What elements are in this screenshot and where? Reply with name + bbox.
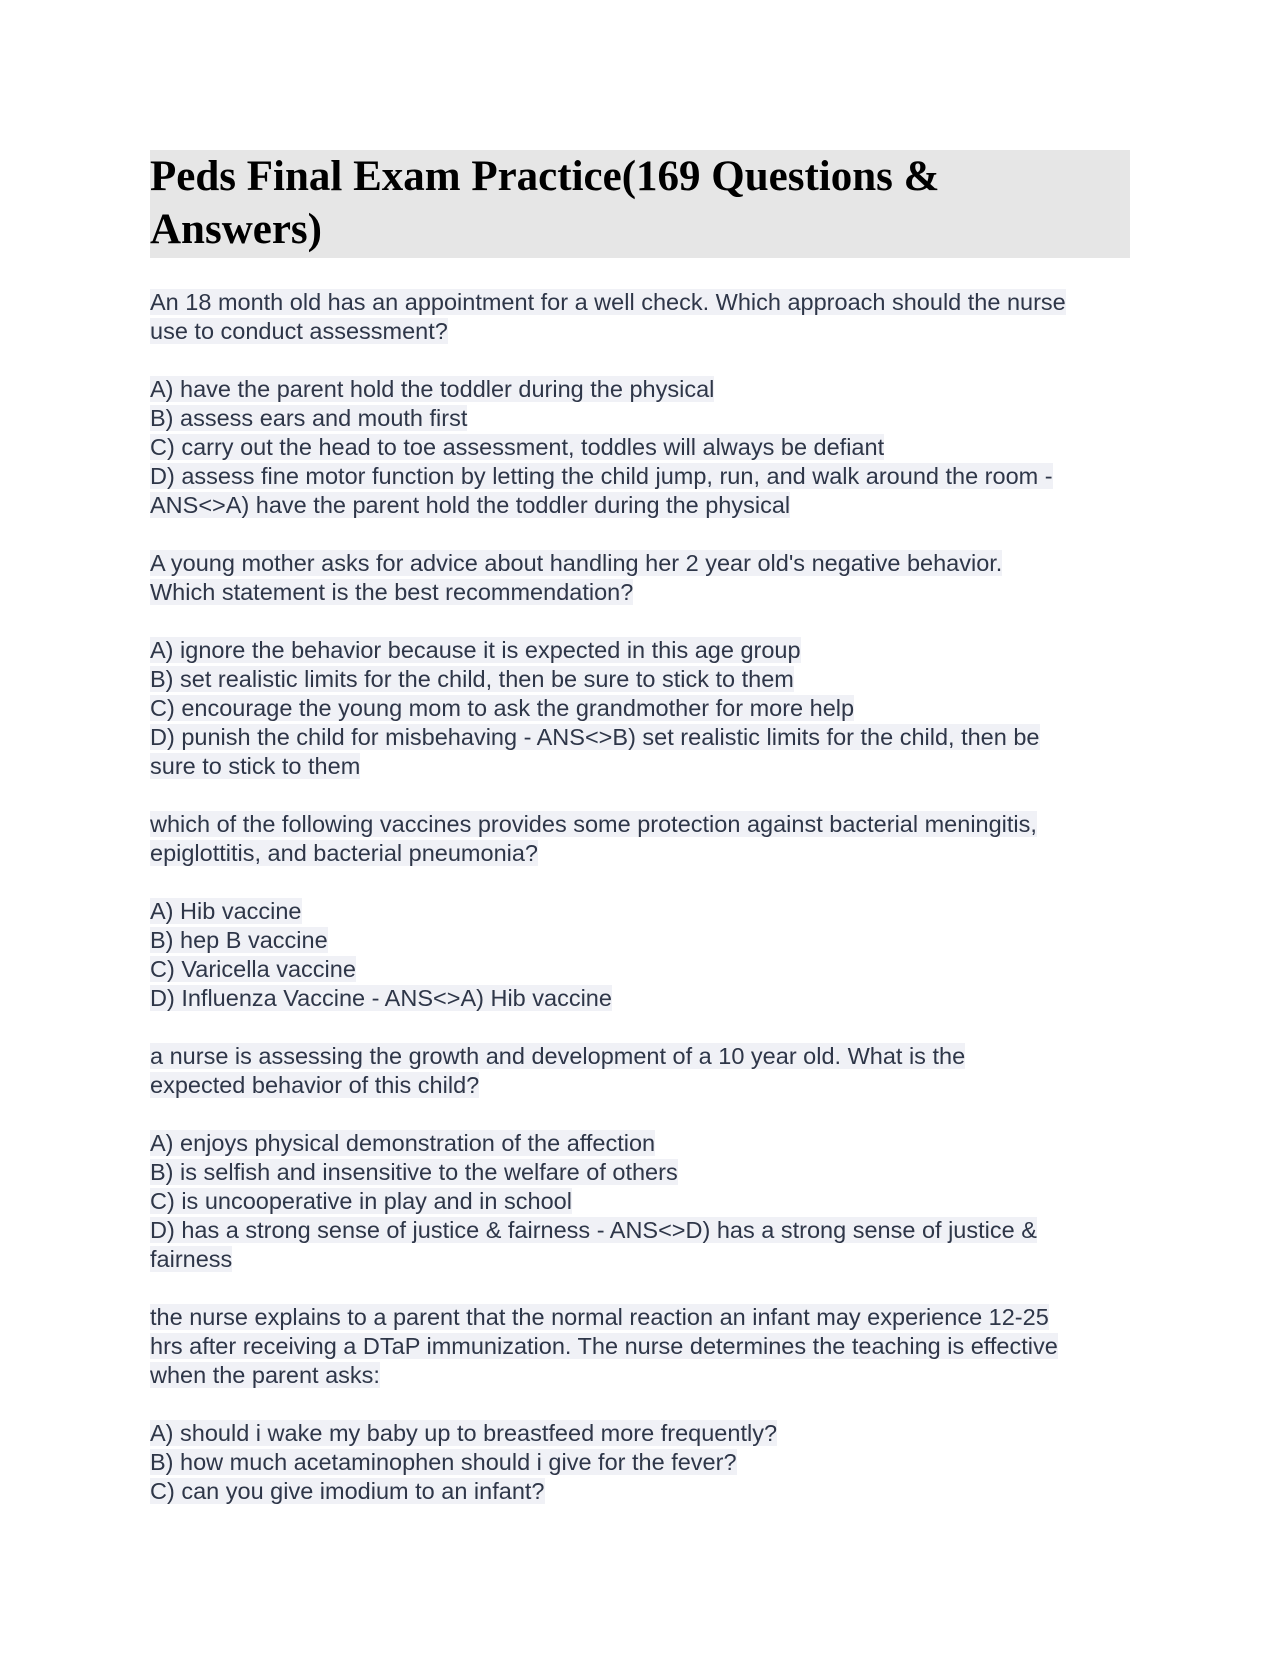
text-line-content: D) has a strong sense of justice & fairness - ANS<>D) has a strong sense of justice & — [150, 1217, 1037, 1243]
text-line — [150, 723, 1130, 752]
text-line — [150, 955, 1130, 984]
text-line — [150, 1042, 1130, 1071]
text-line-content: B) set realistic limits for the child, then be sure to stick to them — [150, 666, 794, 692]
text-line-content: D) Influenza Vaccine - ANS<>A) Hib vaccine — [150, 985, 612, 1011]
text-line-content: use to conduct assessment? — [150, 318, 448, 344]
text-line — [150, 1245, 1130, 1274]
text-line-content: A) have the parent hold the toddler during the physical — [150, 376, 715, 402]
text-line — [150, 665, 1130, 694]
text-line-content: ANS<>A) have the parent hold the toddler during the physical — [150, 492, 791, 518]
text-line — [150, 984, 1130, 1013]
text-line-content: Which statement is the best recommendation? — [150, 579, 634, 605]
text-line-content: A) ignore the behavior because it is expected in this age group — [150, 637, 801, 663]
text-line — [150, 1448, 1130, 1477]
text-line — [150, 752, 1130, 781]
document-body — [150, 288, 1130, 1506]
text-line-content: epiglottitis, and bacterial pneumonia? — [150, 840, 539, 866]
text-line-content: which of the following vaccines provides some protection against bacterial meningitis, — [150, 811, 1037, 837]
text-line — [150, 1477, 1130, 1506]
text-line — [150, 839, 1130, 868]
text-line — [150, 433, 1130, 462]
text-line — [150, 1332, 1130, 1361]
text-line-content: D) punish the child for misbehaving - ANS<>B) set realistic limits for the child, then be — [150, 724, 1040, 750]
text-line-content: B) is selfish and insensitive to the welfare of others — [150, 1159, 678, 1185]
text-line — [150, 1187, 1130, 1216]
text-line-content: A) enjoys physical demonstration of the affection — [150, 1130, 656, 1156]
text-line — [150, 375, 1130, 404]
text-line — [150, 1303, 1130, 1332]
text-line — [150, 810, 1130, 839]
text-line — [150, 926, 1130, 955]
paragraph-gap — [150, 781, 1130, 810]
text-line — [150, 1071, 1130, 1100]
text-line-content: A young mother asks for advice about handling her 2 year old's negative behavior. — [150, 550, 1003, 576]
text-line-content: C) can you give imodium to an infant? — [150, 1478, 545, 1504]
text-line-content: C) carry out the head to toe assessment, toddles will always be defiant — [150, 434, 885, 460]
text-line-content: B) assess ears and mouth first — [150, 405, 468, 431]
text-line-content: A) Hib vaccine — [150, 898, 302, 924]
text-line-content: C) encourage the young mom to ask the grandmother for more help — [150, 695, 855, 721]
text-line-content: when the parent asks: — [150, 1362, 380, 1388]
text-line-content: D) assess fine motor function by letting the child jump, run, and walk around the room - — [150, 463, 1053, 489]
paragraph-gap — [150, 1390, 1130, 1419]
text-line-content: fairness — [150, 1246, 233, 1272]
text-line-content: sure to stick to them — [150, 753, 361, 779]
text-line-content: B) how much acetaminophen should i give for the fever? — [150, 1449, 737, 1475]
text-line — [150, 1419, 1130, 1448]
text-line-content: An 18 month old has an appointment for a well check. Which approach should the nurse — [150, 289, 1066, 315]
document-title — [150, 150, 1130, 256]
paragraph-gap — [150, 868, 1130, 897]
text-line — [150, 317, 1130, 346]
text-line-content: expected behavior of this child? — [150, 1072, 480, 1098]
text-line — [150, 636, 1130, 665]
text-line — [150, 694, 1130, 723]
title-line-2: Answers) — [150, 206, 322, 253]
text-line — [150, 1129, 1130, 1158]
text-line-content: C) Varicella vaccine — [150, 956, 356, 982]
paragraph-gap — [150, 1100, 1130, 1129]
text-line — [150, 578, 1130, 607]
paragraph-gap — [150, 520, 1130, 549]
text-line — [150, 1158, 1130, 1187]
text-line — [150, 549, 1130, 578]
paragraph-gap — [150, 1274, 1130, 1303]
paragraph-gap — [150, 346, 1130, 375]
text-line — [150, 897, 1130, 926]
text-line — [150, 1361, 1130, 1390]
text-line-content: hrs after receiving a DTaP immunization. The nurse determines the teaching is effective — [150, 1333, 1058, 1359]
text-line-content: C) is uncooperative in play and in school — [150, 1188, 572, 1214]
text-line — [150, 1216, 1130, 1245]
document-page — [150, 150, 1130, 1506]
text-line — [150, 462, 1130, 491]
text-line — [150, 288, 1130, 317]
text-line-content: A) should i wake my baby up to breastfeed more frequently? — [150, 1420, 778, 1446]
title-line-1: Peds Final Exam Practice(169 Questions & — [150, 153, 940, 200]
text-line-content: a nurse is assessing the growth and development of a 10 year old. What is the — [150, 1043, 966, 1069]
text-line-content: the nurse explains to a parent that the normal reaction an infant may experience 12-25 — [150, 1304, 1049, 1330]
title-block — [150, 150, 1130, 258]
text-line — [150, 491, 1130, 520]
paragraph-gap — [150, 607, 1130, 636]
text-line-content: B) hep B vaccine — [150, 927, 328, 953]
paragraph-gap — [150, 1013, 1130, 1042]
text-line — [150, 404, 1130, 433]
